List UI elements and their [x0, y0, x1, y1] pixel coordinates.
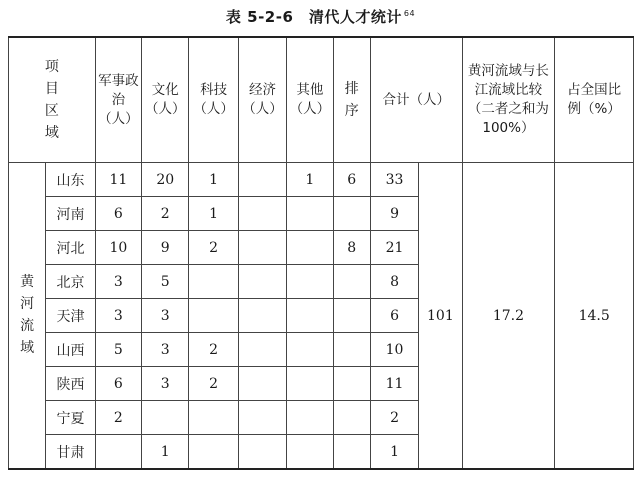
header-culture: 文化（人）: [142, 37, 189, 163]
rank-cell: 6: [333, 163, 370, 197]
rank-cell: [333, 333, 370, 367]
header-military: 军事政治（人）: [95, 37, 141, 163]
rank-cell: [333, 299, 370, 333]
rank-cell: [333, 401, 370, 435]
tech-cell: 2: [189, 367, 238, 401]
total-cell: 11: [370, 367, 418, 401]
rank-cell: [333, 197, 370, 231]
military-cell: 6: [95, 197, 141, 231]
other-cell: [287, 435, 333, 470]
military-cell: 3: [95, 265, 141, 299]
rank-cell: [333, 367, 370, 401]
other-cell: [287, 197, 333, 231]
military-cell: 3: [95, 299, 141, 333]
economy-cell: [238, 435, 286, 470]
region-label: 黄河流域: [9, 163, 46, 470]
culture-cell: 5: [142, 265, 189, 299]
tech-cell: [189, 299, 238, 333]
total-cell: 6: [370, 299, 418, 333]
header-tech: 科技（人）: [189, 37, 238, 163]
tech-cell: [189, 265, 238, 299]
military-cell: 5: [95, 333, 141, 367]
economy-cell: [238, 197, 286, 231]
tech-cell: [189, 435, 238, 470]
header-region-label: 项目区域: [9, 37, 96, 163]
tech-cell: 2: [189, 231, 238, 265]
culture-cell: 20: [142, 163, 189, 197]
province-cell: 山西: [46, 333, 95, 367]
tech-cell: 1: [189, 163, 238, 197]
culture-cell: 9: [142, 231, 189, 265]
other-cell: [287, 367, 333, 401]
footnote-marker: 64: [403, 9, 416, 18]
tech-cell: [189, 401, 238, 435]
total-cell: 8: [370, 265, 418, 299]
other-cell: [287, 265, 333, 299]
province-cell: 河北: [46, 231, 95, 265]
economy-cell: [238, 333, 286, 367]
header-comparison: 黄河流域与长江流域比较（二者之和为100%）: [462, 37, 555, 163]
table-row: [9, 163, 634, 197]
national-share-cell: 14.5: [555, 163, 634, 470]
rank-cell: 8: [333, 231, 370, 265]
economy-cell: [238, 401, 286, 435]
culture-cell: 2: [142, 197, 189, 231]
other-cell: [287, 333, 333, 367]
economy-cell: [238, 231, 286, 265]
tech-cell: 1: [189, 197, 238, 231]
other-cell: 1: [287, 163, 333, 197]
total-cell: 21: [370, 231, 418, 265]
culture-cell: 1: [142, 435, 189, 470]
province-cell: 天津: [46, 299, 95, 333]
total-cell: 2: [370, 401, 418, 435]
province-cell: 甘肃: [46, 435, 95, 470]
military-cell: 11: [95, 163, 141, 197]
military-cell: 6: [95, 367, 141, 401]
header-rank: 排序: [333, 37, 370, 163]
military-cell: [95, 435, 141, 470]
total-cell: 10: [370, 333, 418, 367]
province-cell: 陕西: [46, 367, 95, 401]
header-economy: 经济（人）: [238, 37, 286, 163]
region-total-cell: 101: [419, 163, 462, 470]
tech-cell: 2: [189, 333, 238, 367]
rank-cell: [333, 435, 370, 470]
economy-cell: [238, 163, 286, 197]
header-other: 其他（人）: [287, 37, 333, 163]
total-cell: 1: [370, 435, 418, 470]
culture-cell: [142, 401, 189, 435]
military-cell: 10: [95, 231, 141, 265]
province-cell: 宁夏: [46, 401, 95, 435]
table-title: 表 5-2-6 清代人才统计: [225, 8, 402, 26]
culture-cell: 3: [142, 333, 189, 367]
economy-cell: [238, 299, 286, 333]
other-cell: [287, 299, 333, 333]
talent-stats-table: [8, 36, 634, 470]
total-cell: 33: [370, 163, 418, 197]
culture-cell: 3: [142, 299, 189, 333]
province-cell: 河南: [46, 197, 95, 231]
culture-cell: 3: [142, 367, 189, 401]
military-cell: 2: [95, 401, 141, 435]
header-national-share: 占全国比例（%）: [555, 37, 634, 163]
province-cell: 山东: [46, 163, 95, 197]
economy-cell: [238, 265, 286, 299]
total-cell: 9: [370, 197, 418, 231]
table-caption: [0, 6, 641, 27]
header-total: 合计（人）: [370, 37, 462, 163]
province-cell: 北京: [46, 265, 95, 299]
header-row: [9, 37, 634, 163]
rank-cell: [333, 265, 370, 299]
comparison-cell: 17.2: [462, 163, 555, 470]
other-cell: [287, 231, 333, 265]
other-cell: [287, 401, 333, 435]
economy-cell: [238, 367, 286, 401]
